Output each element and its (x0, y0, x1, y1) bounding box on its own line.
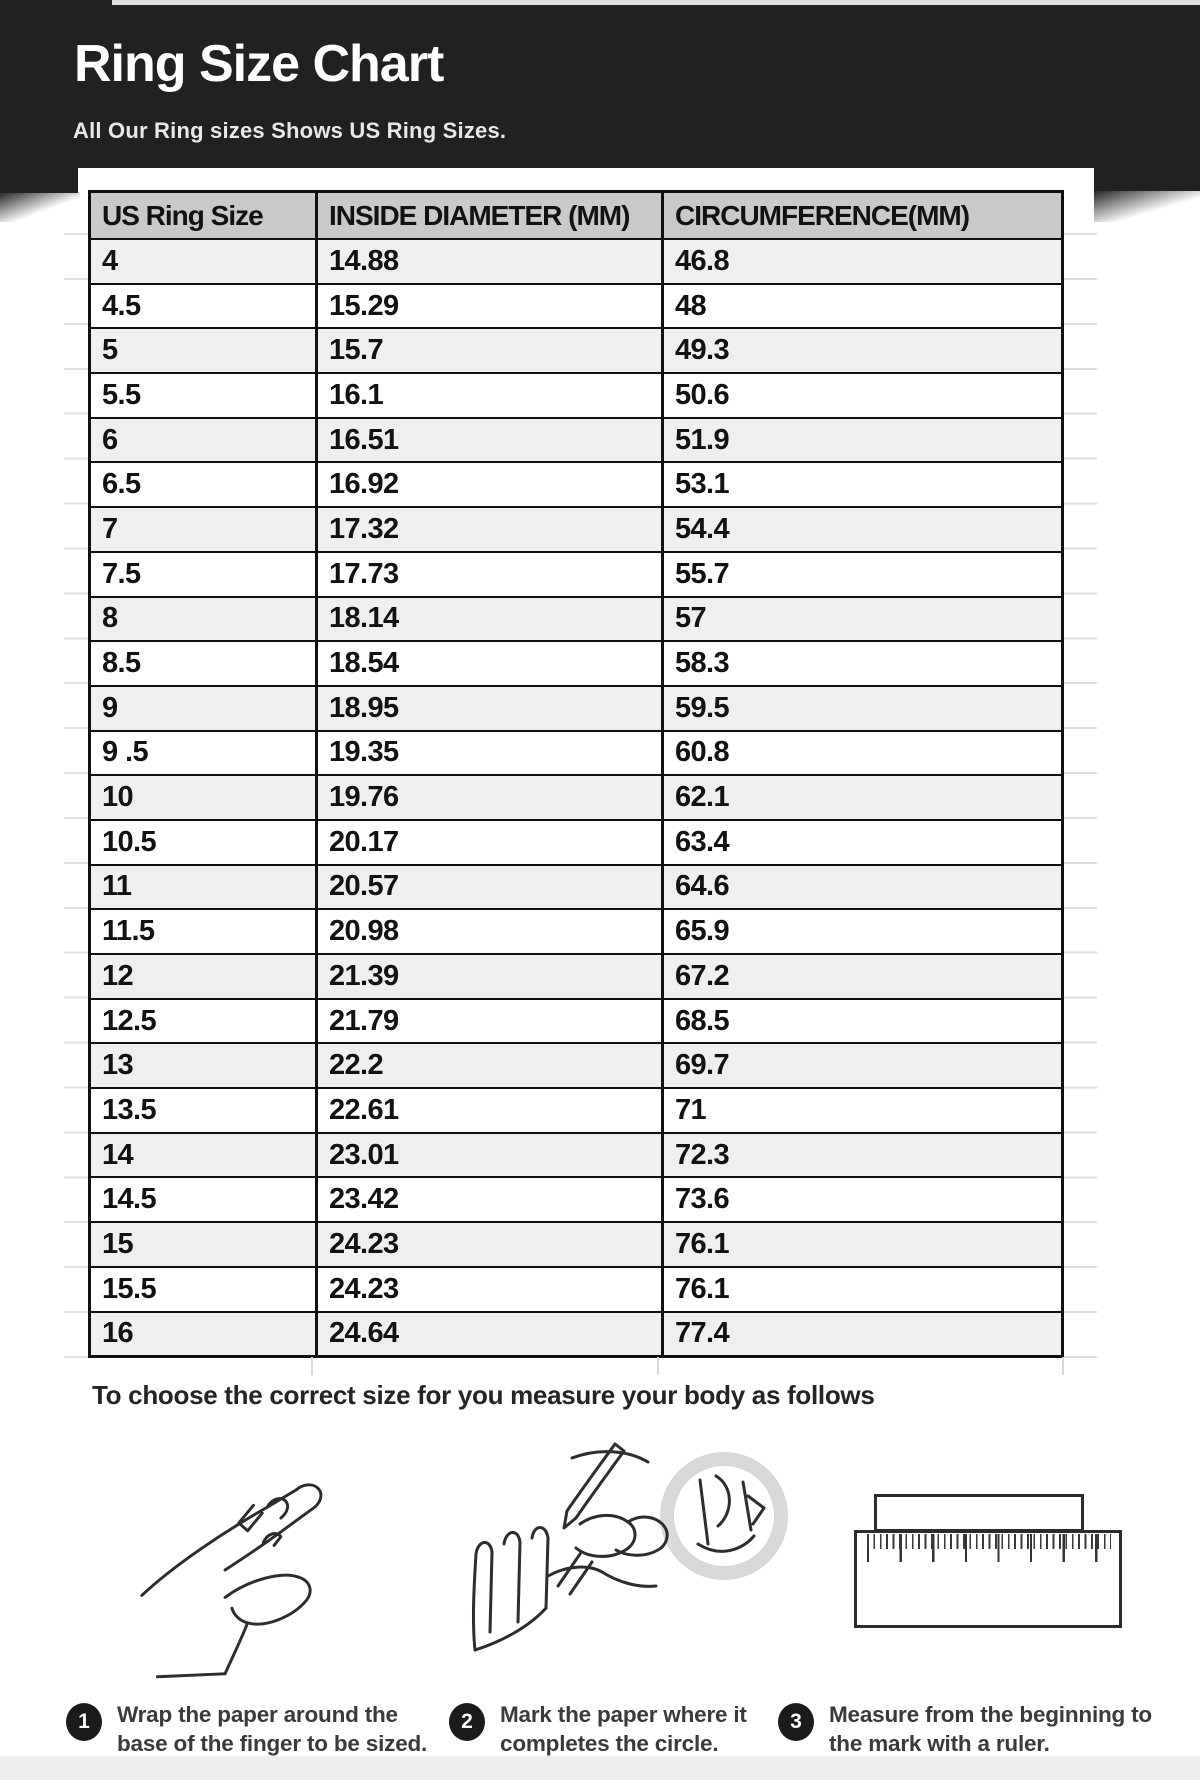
table-cell: 73.6 (661, 1178, 1061, 1221)
gridline-stubs-right (1064, 233, 1097, 1359)
step-2-badge: 2 (449, 1703, 485, 1741)
table-cell: 50.6 (661, 374, 1061, 417)
table-cell: 19.35 (315, 732, 661, 775)
table-header-row (91, 193, 1061, 240)
table-cell: 13 (102, 1049, 134, 1082)
table-row (91, 910, 1061, 955)
table-row (91, 598, 1061, 643)
table-cell: 6 (102, 423, 118, 456)
table-row (91, 508, 1061, 553)
table-cell: 16 (102, 1317, 134, 1350)
ring-size-table (88, 190, 1064, 1358)
table-row (91, 285, 1061, 330)
table-cell: 6.5 (102, 468, 141, 501)
table-row (91, 821, 1061, 866)
table-row (91, 642, 1061, 687)
table-cell: 15.29 (315, 285, 661, 328)
mark-paper-illustration (452, 1436, 797, 1688)
ruler-icon (854, 1530, 1122, 1628)
gridline-stub-col1 (311, 1357, 313, 1375)
table-cell: 22.2 (315, 1044, 661, 1087)
table-cell: 15 (102, 1227, 134, 1260)
table-cell: 18.54 (315, 642, 661, 685)
table-row (91, 1313, 1061, 1356)
top-hairline (112, 0, 1200, 5)
table-cell: 16.92 (315, 463, 661, 506)
table-cell: 49.3 (661, 329, 1061, 372)
table-row (91, 1178, 1061, 1223)
table-cell: 24.23 (315, 1223, 661, 1266)
page-subtitle: All Our Ring sizes Shows US Ring Sizes. (73, 118, 507, 143)
table-row (91, 776, 1061, 821)
table-row (91, 419, 1061, 464)
table-cell: 14 (102, 1138, 134, 1171)
table-cell: 4.5 (102, 289, 141, 322)
table-row (91, 240, 1061, 285)
table-cell: 4 (102, 244, 118, 277)
table-cell: 9 (102, 691, 118, 724)
step-1-text (117, 1700, 427, 1758)
step-1-line1: Wrap the paper around the (117, 1702, 398, 1727)
table-cell: 17.32 (315, 508, 661, 551)
table-cell: 55.7 (661, 553, 1061, 596)
table-cell: 21.39 (315, 955, 661, 998)
table-cell: 17.73 (315, 553, 661, 596)
table-cell: 9 .5 (102, 736, 148, 769)
table-cell: 14.88 (315, 240, 661, 283)
table-row (91, 1000, 1061, 1045)
table-cell: 57 (661, 598, 1061, 641)
bottom-strip (0, 1756, 1200, 1780)
table-row (91, 1134, 1061, 1179)
table-cell: 20.98 (315, 910, 661, 953)
page-title: Ring Size Chart (74, 35, 444, 93)
column-header: US Ring Size (102, 199, 263, 231)
mark-paper-icon (452, 1436, 797, 1688)
step-3 (778, 1700, 1152, 1758)
table-row (91, 374, 1061, 419)
column-header: CIRCUMFERENCE(MM) (661, 193, 1061, 238)
table-cell: 24.23 (315, 1268, 661, 1311)
table-cell: 68.5 (661, 1000, 1061, 1043)
table-cell: 48 (661, 285, 1061, 328)
wrap-hand-illustration (130, 1448, 375, 1688)
step-3-line1: Measure from the beginning to (829, 1702, 1152, 1727)
table-cell: 20.57 (315, 866, 661, 909)
table-cell: 18.95 (315, 687, 661, 730)
table-cell: 23.01 (315, 1134, 661, 1177)
table-cell: 16.1 (315, 374, 661, 417)
column-header: INSIDE DIAMETER (MM) (315, 193, 661, 238)
table-cell: 60.8 (661, 732, 1061, 775)
table-cell: 13.5 (102, 1093, 157, 1126)
table-cell: 46.8 (661, 240, 1061, 283)
table-cell: 15.7 (315, 329, 661, 372)
table-cell: 53.1 (661, 463, 1061, 506)
step-3-text (829, 1700, 1152, 1758)
table-row (91, 866, 1061, 911)
table-row (91, 463, 1061, 508)
table-cell: 19.76 (315, 776, 661, 819)
gridline-stub-col2 (657, 1357, 659, 1375)
gridline-stubs-left (64, 233, 88, 1359)
table-cell: 10.5 (102, 825, 157, 858)
table-cell: 77.4 (661, 1313, 1061, 1356)
table-cell: 69.7 (661, 1044, 1061, 1087)
table-cell: 7 (102, 512, 118, 545)
table-cell: 11 (102, 870, 132, 903)
table-row (91, 955, 1061, 1000)
banner-left-shadow (0, 192, 80, 222)
table-cell: 16.51 (315, 419, 661, 462)
table-cell: 5 (102, 334, 118, 367)
table-cell: 23.42 (315, 1178, 661, 1221)
table-row (91, 1089, 1061, 1134)
table-cell: 24.64 (315, 1313, 661, 1356)
table-cell: 59.5 (661, 687, 1061, 730)
magnifier-circle-icon (667, 1459, 781, 1573)
table-row (91, 1223, 1061, 1268)
table-cell: 15.5 (102, 1272, 157, 1305)
paper-strip-icon (874, 1494, 1084, 1532)
table-row (91, 1044, 1061, 1089)
table-cell: 63.4 (661, 821, 1061, 864)
banner-left-tab (0, 0, 78, 193)
table-cell: 72.3 (661, 1134, 1061, 1177)
ruler-illustration (852, 1492, 1134, 1637)
table-cell: 11.5 (102, 915, 155, 948)
step-3-badge: 3 (778, 1703, 814, 1741)
table-row (91, 553, 1061, 598)
table-cell: 5.5 (102, 378, 141, 411)
table-cell: 64.6 (661, 866, 1061, 909)
wrap-hand-icon (130, 1448, 375, 1688)
step-2-line2: completes the circle. (500, 1731, 719, 1756)
table-cell: 62.1 (661, 776, 1061, 819)
step-2-line1: Mark the paper where it (500, 1702, 747, 1727)
table-cell: 20.17 (315, 821, 661, 864)
table-cell: 14.5 (102, 1183, 157, 1216)
step-1-badge: 1 (66, 1703, 102, 1741)
gridline-stub-col3 (1062, 1357, 1064, 1375)
table-cell: 22.61 (315, 1089, 661, 1132)
table-cell: 67.2 (661, 955, 1061, 998)
table-cell: 71 (661, 1089, 1061, 1132)
table-row (91, 329, 1061, 374)
table-cell: 7.5 (102, 557, 141, 590)
table-cell: 12.5 (102, 1004, 157, 1037)
table-cell: 65.9 (661, 910, 1061, 953)
step-2 (449, 1700, 747, 1758)
table-cell: 12 (102, 959, 134, 992)
table-cell: 76.1 (661, 1268, 1061, 1311)
table-row (91, 687, 1061, 732)
table-row (91, 1268, 1061, 1313)
table-cell: 10 (102, 781, 134, 814)
table-cell: 76.1 (661, 1223, 1061, 1266)
ruler-ticks (867, 1534, 1111, 1564)
table-cell: 58.3 (661, 642, 1061, 685)
banner-right-tab (1094, 0, 1200, 191)
table-row (91, 732, 1061, 777)
table-cell: 21.79 (315, 1000, 661, 1043)
step-1 (66, 1700, 427, 1758)
step-1-line2: base of the finger to be sized. (117, 1731, 428, 1756)
table-cell: 54.4 (661, 508, 1061, 551)
table-cell: 18.14 (315, 598, 661, 641)
step-3-line2: the mark with a ruler. (829, 1731, 1050, 1756)
measure-instructions-heading: To choose the correct size for you measure your body as follows (92, 1380, 875, 1410)
banner-right-shadow (1094, 190, 1200, 222)
table-cell: 8.5 (102, 647, 141, 680)
step-2-text (500, 1700, 747, 1758)
table-cell: 51.9 (661, 419, 1061, 462)
table-cell: 8 (102, 602, 118, 635)
